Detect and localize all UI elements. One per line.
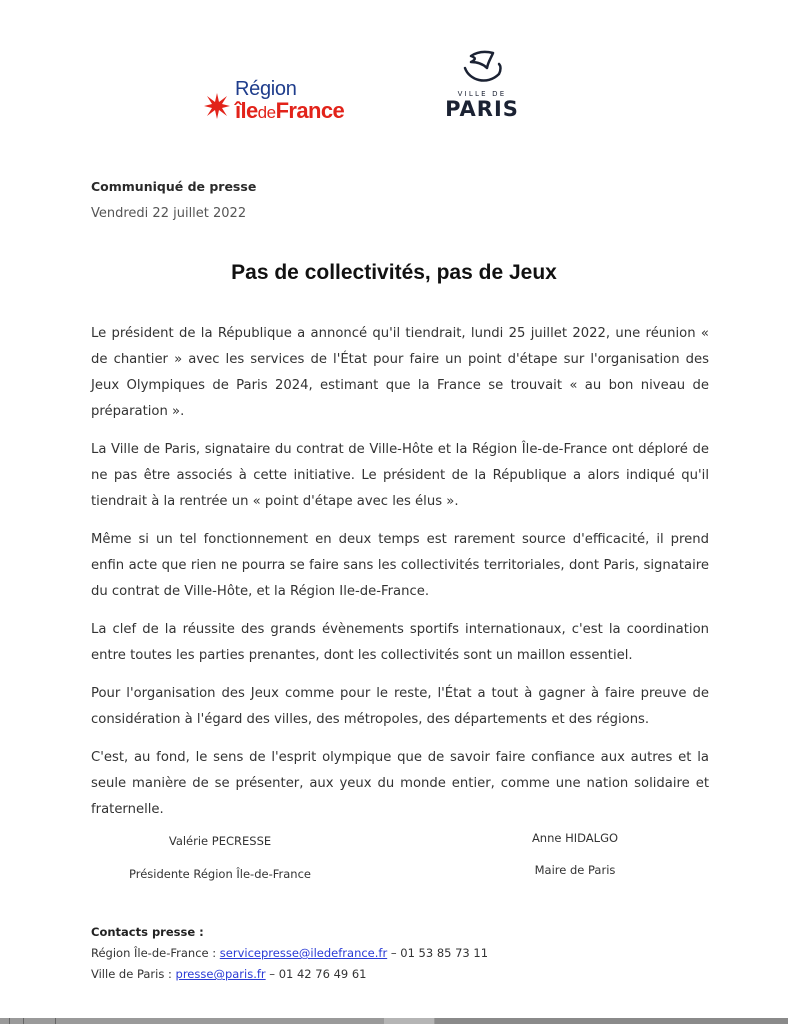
paragraph: C'est, au fond, le sens de l'esprit olympique que de savoir faire confiance aux autres et la seule manière de se présenter, aux yeux du monde entier, comme une nation solidaire et fraternelle. <box>91 750 709 817</box>
email-link-region[interactable]: servicepresse@iledefrance.fr <box>219 946 388 960</box>
document-title: Pas de collectivités, pas de Jeux <box>231 261 557 284</box>
paragraph: Même si un tel fonctionnement en deux temps est rarement source d'efficacité, il prend enfin acte que rien ne pourra se faire sans les collectivités territoriales, dont Paris, signataire du contrat de Ville-Hôte, et la Région Ile-de-France. <box>91 532 709 599</box>
paris-ship-emblem-icon <box>457 48 507 88</box>
signatory-name-region: Valérie PECRESSE <box>168 834 272 848</box>
document-date: Vendredi 22 juillet 2022 <box>91 206 247 221</box>
region-ile-de-france-logo <box>203 79 344 122</box>
press-contacts <box>91 925 488 987</box>
contact-label: Région Île-de-France : <box>91 946 220 960</box>
contacts-heading: Contacts presse : <box>91 925 204 939</box>
scrollbar-thumb[interactable] <box>384 1018 434 1024</box>
signatory-title-region: Présidente Région Île-de-France <box>129 867 311 881</box>
scrollbar-tick <box>9 1018 10 1024</box>
logo-paris-word: PARIS <box>445 97 519 121</box>
email-link-paris[interactable]: presse@paris.fr <box>175 967 266 981</box>
paragraph: Le président de la République a annoncé qu'il tiendrait, lundi 25 juillet 2022, une réunion « de chantier » avec les services de l'État pour faire un point d'étape sur l'organisation des Jeux Olympiques de Paris 2024, estimant que la France se trouvait « au bon niveau de préparation ». <box>91 326 709 419</box>
signatory-title-paris: Maire de Paris <box>534 863 616 877</box>
paragraph: La clef de la réussite des grands évènements sportifs internationaux, c'est la coordination entre toutes les parties prenantes, dont les collectivités sont un maillon essentiel. <box>91 622 709 663</box>
contact-line-paris <box>91 966 488 982</box>
paragraph: La Ville de Paris, signataire du contrat de Ville-Hôte et la Région Île-de-France ont déploré de ne pas être associés à cette initiative. Le président de la République a alors indiqué qu'il tiendrait à la rentrée un « point d'étape avec les élus ». <box>91 442 709 509</box>
logo-region-word: Région <box>235 78 297 100</box>
scrollbar-tick <box>55 1018 56 1024</box>
logo-ville-de: VILLE DE <box>457 90 507 98</box>
document-type: Communiqué de presse <box>91 179 257 194</box>
ville-de-paris-logo <box>440 48 524 120</box>
contact-phone: – 01 53 85 73 11 <box>387 946 489 960</box>
logo-iledefrance-word: îledeFrance <box>235 98 345 123</box>
signatory-name-paris: Anne HIDALGO <box>531 831 619 845</box>
contact-phone: – 01 42 76 49 61 <box>265 967 367 981</box>
contact-line-region <box>91 945 488 961</box>
horizontal-scrollbar[interactable] <box>0 1018 788 1024</box>
scrollbar-track-right <box>435 1018 788 1024</box>
red-star-icon <box>203 92 231 120</box>
scrollbar-tick <box>23 1018 24 1024</box>
contact-label: Ville de Paris : <box>91 967 176 981</box>
body-text <box>91 321 709 835</box>
paragraph: Pour l'organisation des Jeux comme pour le reste, l'État a tout à gagner à faire preuve de considération à l'égard des villes, des métropoles, des départements et des régions. <box>91 686 709 727</box>
